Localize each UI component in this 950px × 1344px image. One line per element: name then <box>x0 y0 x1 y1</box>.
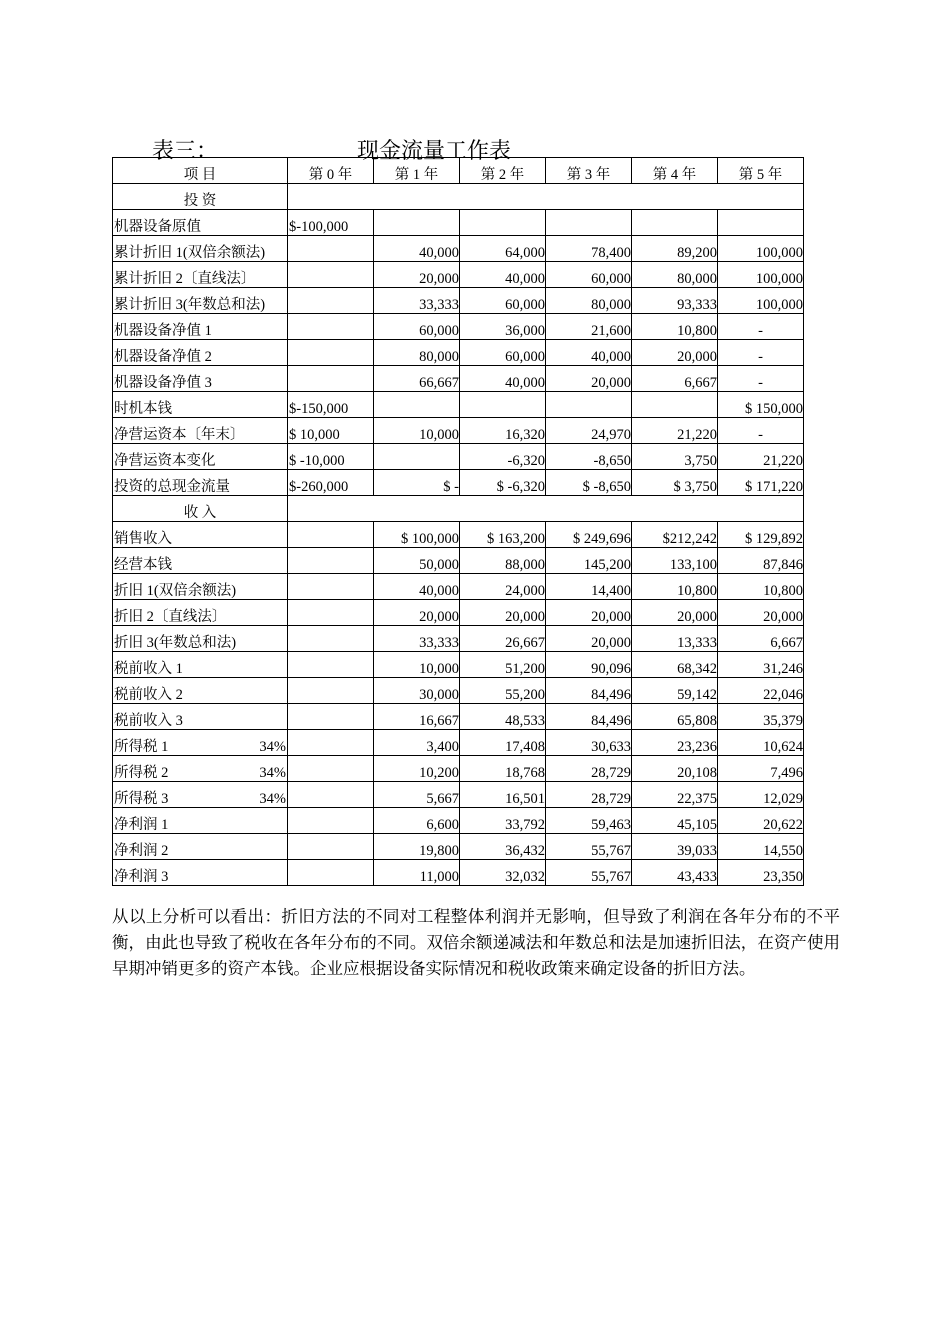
table-cell-year-3: -8,650 <box>546 444 632 470</box>
table-cell-year-2: 17,408 <box>460 730 546 756</box>
section-heading: 收 入 <box>113 496 288 522</box>
table-row <box>113 808 804 834</box>
table-cell-year-3: 60,000 <box>546 262 632 288</box>
table-cell-year-1: $ - <box>374 470 460 496</box>
table-row <box>113 678 804 704</box>
table-row <box>113 392 804 418</box>
table-cell-year-4: 68,342 <box>632 652 718 678</box>
table-cell-year-5: 100,000 <box>718 262 804 288</box>
table-cell-year-5: $ 171,220 <box>718 470 804 496</box>
table-cell-year-2: 51,200 <box>460 652 546 678</box>
table-cell-year-0 <box>288 522 374 548</box>
table-cell-year-5: 20,000 <box>718 600 804 626</box>
header-year-2: 第 2 年 <box>460 158 546 184</box>
table-title: 现金流量工作表 <box>357 139 512 164</box>
table-cell-year-4: 3,750 <box>632 444 718 470</box>
table-cell-year-3: $ 249,696 <box>546 522 632 548</box>
table-cell-year-0 <box>288 756 374 782</box>
row-label-cell: 机器设备净值 3 <box>113 366 288 392</box>
header-year-1: 第 1 年 <box>374 158 460 184</box>
section-heading: 投 资 <box>113 184 288 210</box>
table-cell-year-4: 21,220 <box>632 418 718 444</box>
table-cell-year-3: 55,767 <box>546 860 632 886</box>
table-cell-year-0 <box>288 548 374 574</box>
row-label-cell: 累计折旧 2〔直线法〕 <box>113 262 288 288</box>
table-cell-year-0: $-260,000 <box>288 470 374 496</box>
table-cell-year-1: 66,667 <box>374 366 460 392</box>
table-cell-year-2: 60,000 <box>460 288 546 314</box>
table-cell-year-1: 10,000 <box>374 418 460 444</box>
tax-rate: 34% <box>259 765 286 781</box>
table-row <box>113 236 804 262</box>
table-cell-year-5: 10,800 <box>718 574 804 600</box>
table-cell-year-2: 64,000 <box>460 236 546 262</box>
table-cell-year-3: 28,729 <box>546 756 632 782</box>
table-cell-year-5: 6,667 <box>718 626 804 652</box>
conclusion-paragraph: 从以上分析可以看出：折旧方法的不同对工程整体利润并无影响，但导致了利润在各年分布的不平衡，由此也导致了税收在各年分布的不同。双倍余额递减法和年数总和法是加速折旧法，在资产使用早期冲销更多的资产本钱。企业应根据设备实际情况和税收政策来确定设备的折旧方法。 <box>112 907 840 978</box>
tax-rate: 34% <box>259 791 286 807</box>
table-cell-year-3: 20,000 <box>546 600 632 626</box>
row-label-cell: 净利润 2 <box>113 834 288 860</box>
table-cell-year-4: 43,433 <box>632 860 718 886</box>
table-cell-year-1: 5,667 <box>374 782 460 808</box>
table-cell-year-4: 13,333 <box>632 626 718 652</box>
row-label-cell: 累计折旧 3(年数总和法) <box>113 288 288 314</box>
table-cell-year-1: 20,000 <box>374 600 460 626</box>
table-cell-year-1: 50,000 <box>374 548 460 574</box>
table-cell-year-5: 10,624 <box>718 730 804 756</box>
table-cell-year-5: 12,029 <box>718 782 804 808</box>
table-cell-year-2: 55,200 <box>460 678 546 704</box>
table-row <box>113 860 804 886</box>
table-cell-year-4: 45,105 <box>632 808 718 834</box>
table-cell-year-2: 18,768 <box>460 756 546 782</box>
table-cell-year-5 <box>718 210 804 236</box>
table-cell-year-0 <box>288 834 374 860</box>
table-cell-year-1 <box>374 210 460 236</box>
table-row <box>113 834 804 860</box>
table-cell-year-0 <box>288 782 374 808</box>
table-cell-year-2: 36,432 <box>460 834 546 860</box>
table-cell-year-5: 35,379 <box>718 704 804 730</box>
table-cell-year-0 <box>288 652 374 678</box>
table-cell-year-4: 20,108 <box>632 756 718 782</box>
table-cell-year-2 <box>460 392 546 418</box>
table-cell-year-5: 7,496 <box>718 756 804 782</box>
table-cell-year-1: 40,000 <box>374 236 460 262</box>
table-cell-year-0: $-150,000 <box>288 392 374 418</box>
row-label-cell: 机器设备原值 <box>113 210 288 236</box>
table-cell-year-3: $ -8,650 <box>546 470 632 496</box>
table-cell-year-2: $ -6,320 <box>460 470 546 496</box>
table-row <box>113 548 804 574</box>
table-cell-year-2: 88,000 <box>460 548 546 574</box>
row-label-cell: 机器设备净值 1 <box>113 314 288 340</box>
table-cell-year-4 <box>632 392 718 418</box>
table-cell-year-5: 100,000 <box>718 288 804 314</box>
table-cell-year-5: 21,220 <box>718 444 804 470</box>
table-cell-year-3: 24,970 <box>546 418 632 444</box>
table-cell-year-4: 59,142 <box>632 678 718 704</box>
section-row-investment <box>113 184 804 210</box>
table-cell-year-2 <box>460 210 546 236</box>
table-cell-year-0 <box>288 574 374 600</box>
table-cell-year-4: 23,236 <box>632 730 718 756</box>
table-cell-year-2: 16,320 <box>460 418 546 444</box>
table-cell-year-0 <box>288 600 374 626</box>
row-label-cell: 折旧 1(双倍余额法) <box>113 574 288 600</box>
table-row <box>113 470 804 496</box>
table-cell-year-0: $ 10,000 <box>288 418 374 444</box>
table-cell-year-5: - <box>718 418 804 444</box>
table-cell-year-2: -6,320 <box>460 444 546 470</box>
table-cell-year-0: $ -10,000 <box>288 444 374 470</box>
table-cell-year-4: 20,000 <box>632 340 718 366</box>
table-row <box>113 262 804 288</box>
table-cell-year-3: 21,600 <box>546 314 632 340</box>
table-cell-year-0 <box>288 860 374 886</box>
table-cell-year-4: 6,667 <box>632 366 718 392</box>
table-cell-year-5: 100,000 <box>718 236 804 262</box>
table-cell-year-3: 30,633 <box>546 730 632 756</box>
table-cell-year-5: 31,246 <box>718 652 804 678</box>
row-label: 所得税 1 <box>114 739 169 755</box>
table-cell-year-1: 33,333 <box>374 288 460 314</box>
section-spacer <box>288 184 804 210</box>
table-cell-year-2: 40,000 <box>460 262 546 288</box>
table-cell-year-3: 14,400 <box>546 574 632 600</box>
table-row <box>113 652 804 678</box>
table-cell-year-2: 32,032 <box>460 860 546 886</box>
row-label-cell <box>113 756 288 782</box>
row-label-cell: 净营运资本变化 <box>113 444 288 470</box>
table-row <box>113 340 804 366</box>
table-cell-year-4: 10,800 <box>632 314 718 340</box>
table-cell-year-3: 84,496 <box>546 704 632 730</box>
table-cell-year-3: 84,496 <box>546 678 632 704</box>
row-label-cell: 折旧 3(年数总和法) <box>113 626 288 652</box>
table-cell-year-0 <box>288 262 374 288</box>
table-cell-year-2: 33,792 <box>460 808 546 834</box>
table-row <box>113 366 804 392</box>
table-cell-year-2: $ 163,200 <box>460 522 546 548</box>
cash-flow-table <box>112 157 804 886</box>
table-cell-year-1: 3,400 <box>374 730 460 756</box>
table-cell-year-0 <box>288 808 374 834</box>
table-row <box>113 756 804 782</box>
table-cell-year-3: 78,400 <box>546 236 632 262</box>
table-cell-year-5: 23,350 <box>718 860 804 886</box>
table-cell-year-5: 14,550 <box>718 834 804 860</box>
table-cell-year-1 <box>374 444 460 470</box>
table-cell-year-0 <box>288 366 374 392</box>
table-cell-year-4 <box>632 210 718 236</box>
table-row <box>113 314 804 340</box>
table-cell-year-1: 11,000 <box>374 860 460 886</box>
table-cell-year-4: $ 3,750 <box>632 470 718 496</box>
table-cell-year-4: 89,200 <box>632 236 718 262</box>
table-row <box>113 522 804 548</box>
table-cell-year-0 <box>288 314 374 340</box>
table-cell-year-1 <box>374 392 460 418</box>
table-cell-year-0 <box>288 678 374 704</box>
header-year-0: 第 0 年 <box>288 158 374 184</box>
row-label-cell: 经营本钱 <box>113 548 288 574</box>
table-cell-year-1: 10,000 <box>374 652 460 678</box>
table-cell-year-3 <box>546 392 632 418</box>
table-cell-year-3 <box>546 210 632 236</box>
table-cell-year-3: 20,000 <box>546 366 632 392</box>
table-cell-year-4: 80,000 <box>632 262 718 288</box>
table-row <box>113 210 804 236</box>
table-cell-year-4: 39,033 <box>632 834 718 860</box>
table-cell-year-2: 40,000 <box>460 366 546 392</box>
header-year-3: 第 3 年 <box>546 158 632 184</box>
table-cell-year-5: 20,622 <box>718 808 804 834</box>
row-label-cell: 税前收入 2 <box>113 678 288 704</box>
table-cell-year-2: 24,000 <box>460 574 546 600</box>
table-row <box>113 782 804 808</box>
table-row <box>113 418 804 444</box>
table-row <box>113 444 804 470</box>
table-cell-year-0: $-100,000 <box>288 210 374 236</box>
table-cell-year-4: 133,100 <box>632 548 718 574</box>
row-label-cell: 折旧 2〔直线法〕 <box>113 600 288 626</box>
table-cell-year-4: 20,000 <box>632 600 718 626</box>
table-cell-year-0 <box>288 730 374 756</box>
row-label-cell: 净利润 1 <box>113 808 288 834</box>
table-cell-year-5: 87,846 <box>718 548 804 574</box>
table-cell-year-5: - <box>718 314 804 340</box>
table-cell-year-1: 10,200 <box>374 756 460 782</box>
row-label-cell: 投资的总现金流量 <box>113 470 288 496</box>
table-cell-year-1: 40,000 <box>374 574 460 600</box>
row-label-cell: 销售收入 <box>113 522 288 548</box>
table-cell-year-1: $ 100,000 <box>374 522 460 548</box>
table-cell-year-5: - <box>718 340 804 366</box>
row-label-cell: 累计折旧 1(双倍余额法) <box>113 236 288 262</box>
row-label-cell: 机器设备净值 2 <box>113 340 288 366</box>
table-cell-year-2: 36,000 <box>460 314 546 340</box>
row-label-cell: 税前收入 1 <box>113 652 288 678</box>
table-cell-year-0 <box>288 626 374 652</box>
header-year-4: 第 4 年 <box>632 158 718 184</box>
row-label: 所得税 3 <box>114 791 169 807</box>
table-cell-year-1: 33,333 <box>374 626 460 652</box>
table-cell-year-4: 10,800 <box>632 574 718 600</box>
table-cell-year-0 <box>288 288 374 314</box>
table-cell-year-5: $ 129,892 <box>718 522 804 548</box>
row-label-cell: 净营运资本〔年末〕 <box>113 418 288 444</box>
table-cell-year-4: 93,333 <box>632 288 718 314</box>
table-cell-year-2: 16,501 <box>460 782 546 808</box>
table-cell-year-3: 40,000 <box>546 340 632 366</box>
table-cell-year-2: 48,533 <box>460 704 546 730</box>
table-row <box>113 288 804 314</box>
table-cell-year-2: 26,667 <box>460 626 546 652</box>
row-label-cell: 净利润 3 <box>113 860 288 886</box>
table-cell-year-1: 19,800 <box>374 834 460 860</box>
table-cell-year-5: 22,046 <box>718 678 804 704</box>
row-label-cell <box>113 782 288 808</box>
row-label-cell: 时机本钱 <box>113 392 288 418</box>
table-row <box>113 574 804 600</box>
table-cell-year-3: 28,729 <box>546 782 632 808</box>
table-row <box>113 600 804 626</box>
table-cell-year-5: - <box>718 366 804 392</box>
table-cell-year-1: 20,000 <box>374 262 460 288</box>
table-cell-year-2: 20,000 <box>460 600 546 626</box>
table-cell-year-0 <box>288 340 374 366</box>
table-cell-year-1: 16,667 <box>374 704 460 730</box>
table-row <box>113 626 804 652</box>
header-row <box>113 158 804 184</box>
table-cell-year-5: $ 150,000 <box>718 392 804 418</box>
section-spacer <box>288 496 804 522</box>
table-cell-year-3: 90,096 <box>546 652 632 678</box>
table-cell-year-3: 55,767 <box>546 834 632 860</box>
table-cell-year-1: 80,000 <box>374 340 460 366</box>
table-cell-year-3: 20,000 <box>546 626 632 652</box>
table-cell-year-0 <box>288 704 374 730</box>
table-cell-year-2: 60,000 <box>460 340 546 366</box>
table-cell-year-3: 80,000 <box>546 288 632 314</box>
table-cell-year-1: 30,000 <box>374 678 460 704</box>
section-row-income <box>113 496 804 522</box>
table-cell-year-1: 60,000 <box>374 314 460 340</box>
header-year-5: 第 5 年 <box>718 158 804 184</box>
row-label-cell: 税前收入 3 <box>113 704 288 730</box>
table-cell-year-0 <box>288 236 374 262</box>
table-cell-year-1: 6,600 <box>374 808 460 834</box>
table-row <box>113 704 804 730</box>
table-cell-year-3: 145,200 <box>546 548 632 574</box>
table-cell-year-4: 65,808 <box>632 704 718 730</box>
table-cell-year-4: $212,242 <box>632 522 718 548</box>
header-item-cell: 项 目 <box>113 158 288 184</box>
row-label: 所得税 2 <box>114 765 169 781</box>
tax-rate: 34% <box>259 739 286 755</box>
table-caption-label: 表三： <box>152 139 219 164</box>
table-cell-year-4: 22,375 <box>632 782 718 808</box>
table-cell-year-3: 59,463 <box>546 808 632 834</box>
row-label-cell <box>113 730 288 756</box>
table-row <box>113 730 804 756</box>
